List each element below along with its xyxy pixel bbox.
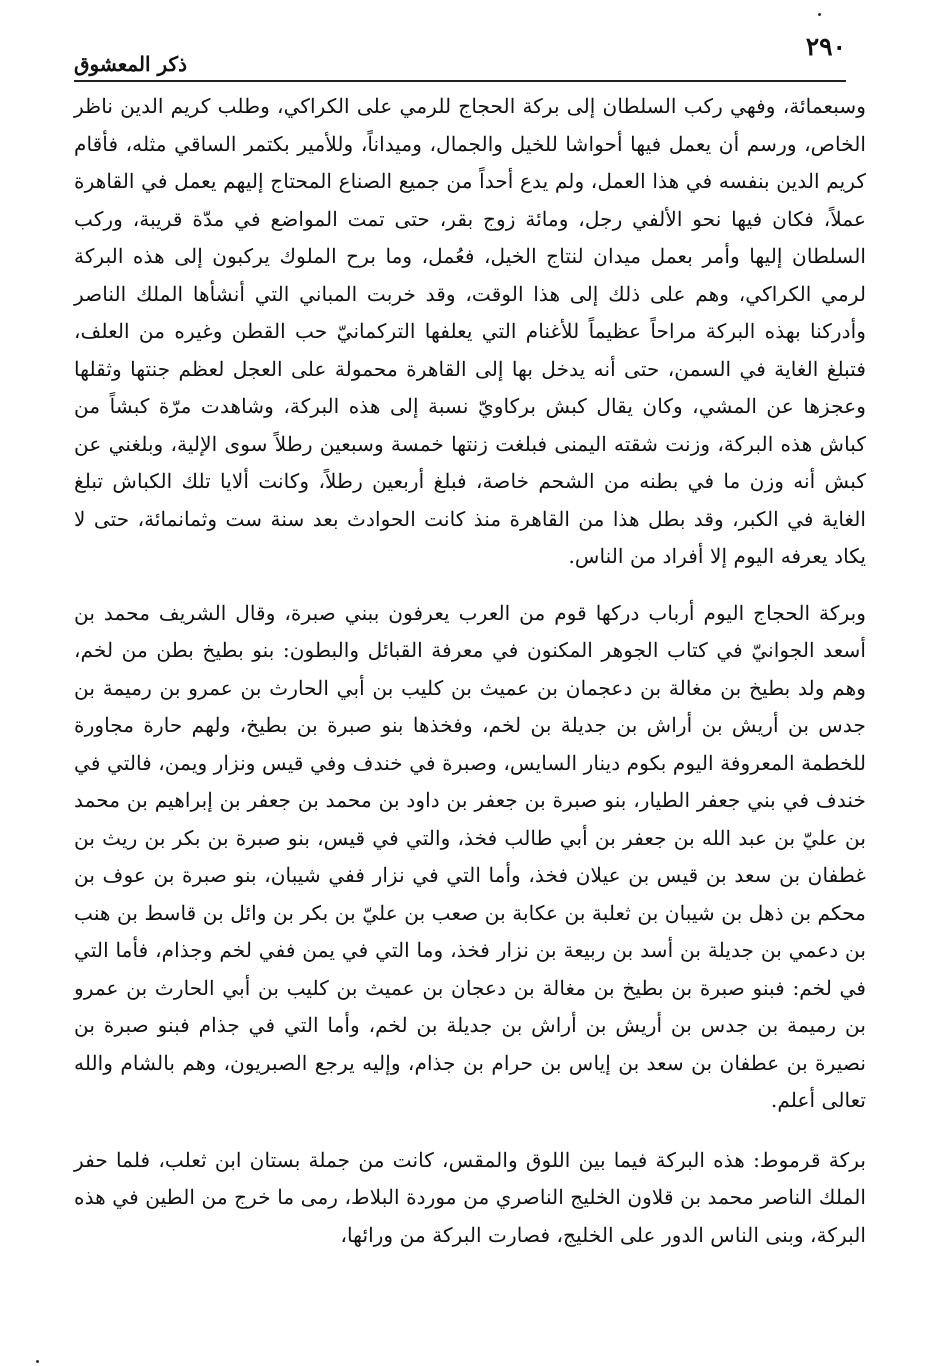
paragraph-kiraki-hunting: وسبعمائة، وفهي ركب السلطان إلى بركة الحجاج للرمي على الكراكي، وطلب كريم الدين ناظر الخاص، ورسم أن يعمل فيها أحواشا للخيل والجمال، وميداناً، وللأمير بكتمر الساقي مثله، فأقام كريم الدين بنفسه في هذا العمل، ولم يدع أحداً من جميع الصناع المحتاج إليهم يعمل في القاهرة عملاً، فكان فيها نحو الألفي رجل، ومائة زوج بقر، حتى تمت المواضع في مدّة قريبة، وركب السلطان إليها وأمر بعمل ميدان لنتاج الخيل، فعُمل، وما برح الملوك يركبون إلى هذه البركة لرمي الكراكي، وهم على ذلك إلى هذا الوقت، وقد خربت المباني التي أنشأها الملك الناصر وأدركنا بهذه البركة مراحاً عظيماً للأغنام التي يعلفها التركمانيّ حب القطن وغيره من العلف، فتبلغ الغاية في السمن، حتى أنه يدخل بها إلى القاهرة محمولة على العجل لعظم جنتها وثقلها وعجزها عن المشي، وكان يقال كبش بركاويّ نسبة إلى هذه البركة، وشاهدت مرّة كبشاً من كباش هذه البركة، وزنت شقته اليمنى فبلغت زنتها خمسة وسبعين رطلاً سوى الإلية، وبلغني عن كبش أنه وزن ما في بطنه من الشحم خاصة، فبلغ أربعين رطلاً، وكانت ألايا تلك الكباش تبلغ الغاية في الكبر، وقد بطل هذا من القاهرة منذ كانت الحوادث بعد سنة ست وثمانمائة، حتى لا يكاد يعرفه اليوم إلا أفراد من الناس. [74, 94, 866, 568]
scan-speck [818, 13, 821, 16]
page-body [74, 88, 866, 1254]
scan-speck [36, 1360, 39, 1363]
page-number: ٢٩٠ [805, 32, 846, 61]
paragraph-birkat-qarmut: بركة قرموط: هذه البركة فيما بين اللوق والمقس، كانت من جملة بستان ابن ثعلب، فلما حفر الملك الناصر محمد بن قلاون الخليج الناصري من موردة البلاط، رمى ما خرج من الطين في هذه البركة، وبنى الناس الدور على الخليج، فصارت البركة من ورائها، [74, 1147, 866, 1247]
page-header [74, 30, 846, 82]
paragraph-bani-sabra: وبركة الحجاج اليوم أرباب دركها قوم من العرب يعرفون ببني صبرة، وقال الشريف محمد بن أسعد الجوانيّ في كتاب الجوهر المكنون في معرفة القبائل والبطون: بنو بطيخ بطن من لخم، وهم ولد بطيخ بن مغالة بن دعجمان بن عميث بن كليب بن أبي الحارث بن عمرو بن رميمة بن جدس بن أريش بن أراش بن جديلة بن لخم، وفخذها بنو صبرة بن بطيخ، ولهم حارة مجاورة للخطمة المعروفة اليوم بكوم دينار السايس، وصبرة في خندف وفي قيس ونزار ويمن، فالتي في خندف في بني جعفر الطيار، بنو صبرة بن جعفر بن داود بن محمد بن جعفر بن إبراهيم بن محمد بن عليّ بن عبد الله بن جعفر بن أبي طالب فخذ، والتي في قيس، بنو صبرة بن بكر بن ريث بن غطفان بن سعد بن قيس بن عيلان فخذ، وأما التي في نزار ففي شيبان، بنو صبرة بن عوف بن محكم بن ذهل بن شيبان بن ثعلبة بن عكابة بن صعب بن عليّ بن بكر بن وائل بن قاسط بن هنب بن دعمي بن جديلة بن أسد بن ربيعة بن نزار فخذ، وما التي في يمن ففي لخم وجذام، فأما التي في لخم: فبنو صبرة بن بطيخ بن مغالة بن دعجان بن عميث بن كليب بن أبي الحارث بن عمرو بن رميمة بن جدس بن أريش بن أراش بن جديلة بن لخم، وأما التي في جذام فبنو صبرة بن نصيرة بن عطفان بن سعد بن إياس بن حرام بن جذام، وإليه يرجع الصبريون، وهم بالشام والله تعالى أعلم. [74, 600, 866, 1112]
running-title: ذكر المعشوق [74, 52, 187, 76]
